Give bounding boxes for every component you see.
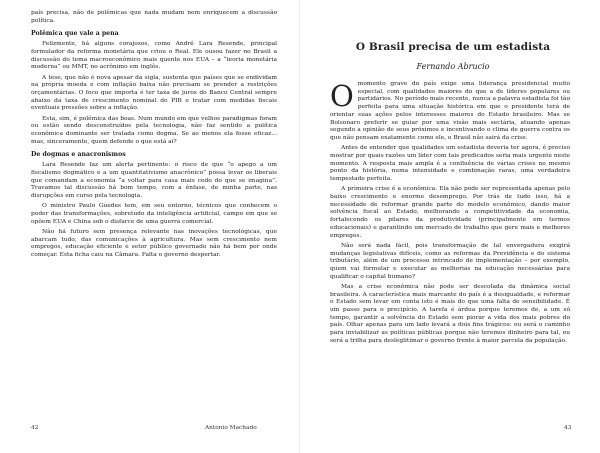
paragraph: Lara Resende faz um alerta pertinente: o risco de que “o apego a um fiscalismo dogmático e a um quantitativismo anacrônico” possa levar os liberais que comandam a economia “a voltar para casa mais cedo do que se imagina”. Travamos tal discussão há bom tempo, com a ênfase, de minha parte, nas disrupções em curso pela tecnologia. xyxy=(31,162,277,199)
paragraph-continuation: país precisa, não de polêmicas que nada mudam nem enriquecem a discussão política. xyxy=(31,10,277,24)
paragraph: A tese, que não é nova apesar da sigla, sustenta que países que se endividam na própria moeda e com inflação baixa não precisam se prender a restrições orçamentárias. O foco que importa é ter taxa de juros do Banco Central sempre abaixo da taxa de crescimento nominal do PIB e tratar com medidas fiscais eventuais pressões sobre a inflação. xyxy=(31,74,277,112)
paragraph: Esta, sim, é polêmica das boas. Num mundo em que velhos paradigmas foram ou estão sendo desconstruídos pela tecnologia, não faz sentido a política econômica dominante ser tratada como dogma. Se ao menos ela fosse eficaz... mas, sinceramente, quem defende o que está aí? xyxy=(31,115,277,145)
paragraph: Felizmente, há alguns corajosos, como André Lara Resende, principal formulador da reforma monetária que criou o Real. Ele ousou fazer no Brasil a discussão do tema macroeconômico mais quente nos EUA – a “teoria monetária moderna” ou MMT, no acrônimo em inglês. xyxy=(31,41,277,71)
paragraph: A primeira crise é a econômica. Ela não pode ser representada apenas pelo baixo crescimento e enorme desemprego. Por trás de tudo isso, há a necessidade de reformar grande parte do modelo econômico, dando maior solvência fiscal ao Estado, melhorando a competitividade da economia, fortalecendo os pilares da produtividade (principalmente em termos educacionais) e garantindo um mercado de trabalho que gere mais e melhores empregos. xyxy=(330,186,570,239)
section-heading-dogmas: De dogmas e anacronismos xyxy=(31,151,126,159)
paragraph: Mas a crise econômica não pode ser descolada da dinâmica social brasileira. A característica mais marcante do país é a desigualdade, e reformar o Estado sem levar em conta isto é mais do que uma falta de sensibilidade. É um passo para o precipício. A tarefa é árdua porque teremos de, a um só tempo, garantir a solvência do Estado sem piorar a vida dos mais pobres do país. Olhar apenas para um lado levará a dois fins trágicos: ou será o caminho para inviabilizar as políticas públicas porque não teremos dinheiro para tal, ou será a trilha para desleglitimar o governo frente à maior parcela da população. xyxy=(330,283,570,344)
article-title: O Brasil precisa de um estadista xyxy=(355,41,551,53)
section-heading-polemica: Polêmica que vale a pena xyxy=(31,30,119,38)
running-head-author: Antonio Machado xyxy=(205,425,257,431)
paragraph: O ministro Paulo Guedes tem, em seu entorno, técnicos que conhecem o poder das transformações, sobretudo da inteligência artificial, campo em que se opõem EUA e China sob o disfarce de uma guerra comercial. xyxy=(31,203,277,225)
paragraph: Não há futuro sem presença relevante nas inovações tecnológicas, que abarcam tudo, das comunicações à agricultura. Mas sem crescimento nem empregos, educação eficiente e setor público governado não há bem por onde começar. Esta ficha caiu na Câmara. Falta o governo despertar. xyxy=(31,228,277,259)
right-page xyxy=(300,0,600,453)
article-author: Fernando Abrucio xyxy=(416,62,490,71)
opening-paragraph-text: momento grave do país exige uma liderança presidencial muito especial, com qualidades maiores do que a de líderes populares ou partidários. No período mais recente, nunca a palavra estadista foi tão perfeita para uma situação histórica em que o presidente terá de orientar suas ações pelos interesses maiores do Estado brasileiro. Mas se Bolsonaro preferir se guiar por uma visão mais sectária, atuando apenas segundo a opinião de seus próximos e incentivando o clima de guerra contra os que não pensam exatamente como ele, o Brasil não sairá da crise. xyxy=(330,81,570,141)
page-number-right: 43 xyxy=(564,425,572,431)
page-number-left: 42 xyxy=(31,425,39,431)
right-page-text xyxy=(330,81,570,348)
paragraph: Não será nada fácil, pois transformação de tal envergadura exigirá mudanças legislativas difíceis, como as reformas da Previdência e do sistema tributário, além de um processo intrincado de implementação – por exemplo, quem vai formular e executar as melhorias na educação necessárias para qualificar o capital humano? xyxy=(330,242,570,280)
opening-paragraph xyxy=(330,81,570,143)
drop-cap: O xyxy=(330,79,354,113)
paragraph: Antes de entender que qualidades um estadista deveria ter agora, é preciso mostrar por quais razões um líder com tais predicados seria mais urgente neste momento. A resposta mais ampla é a confluência de várias crises no mesmo ponto da história, numa intensidade e combinação raras, uma verdadeira tempestade perfeita. xyxy=(330,145,570,183)
left-page-text xyxy=(31,10,277,262)
